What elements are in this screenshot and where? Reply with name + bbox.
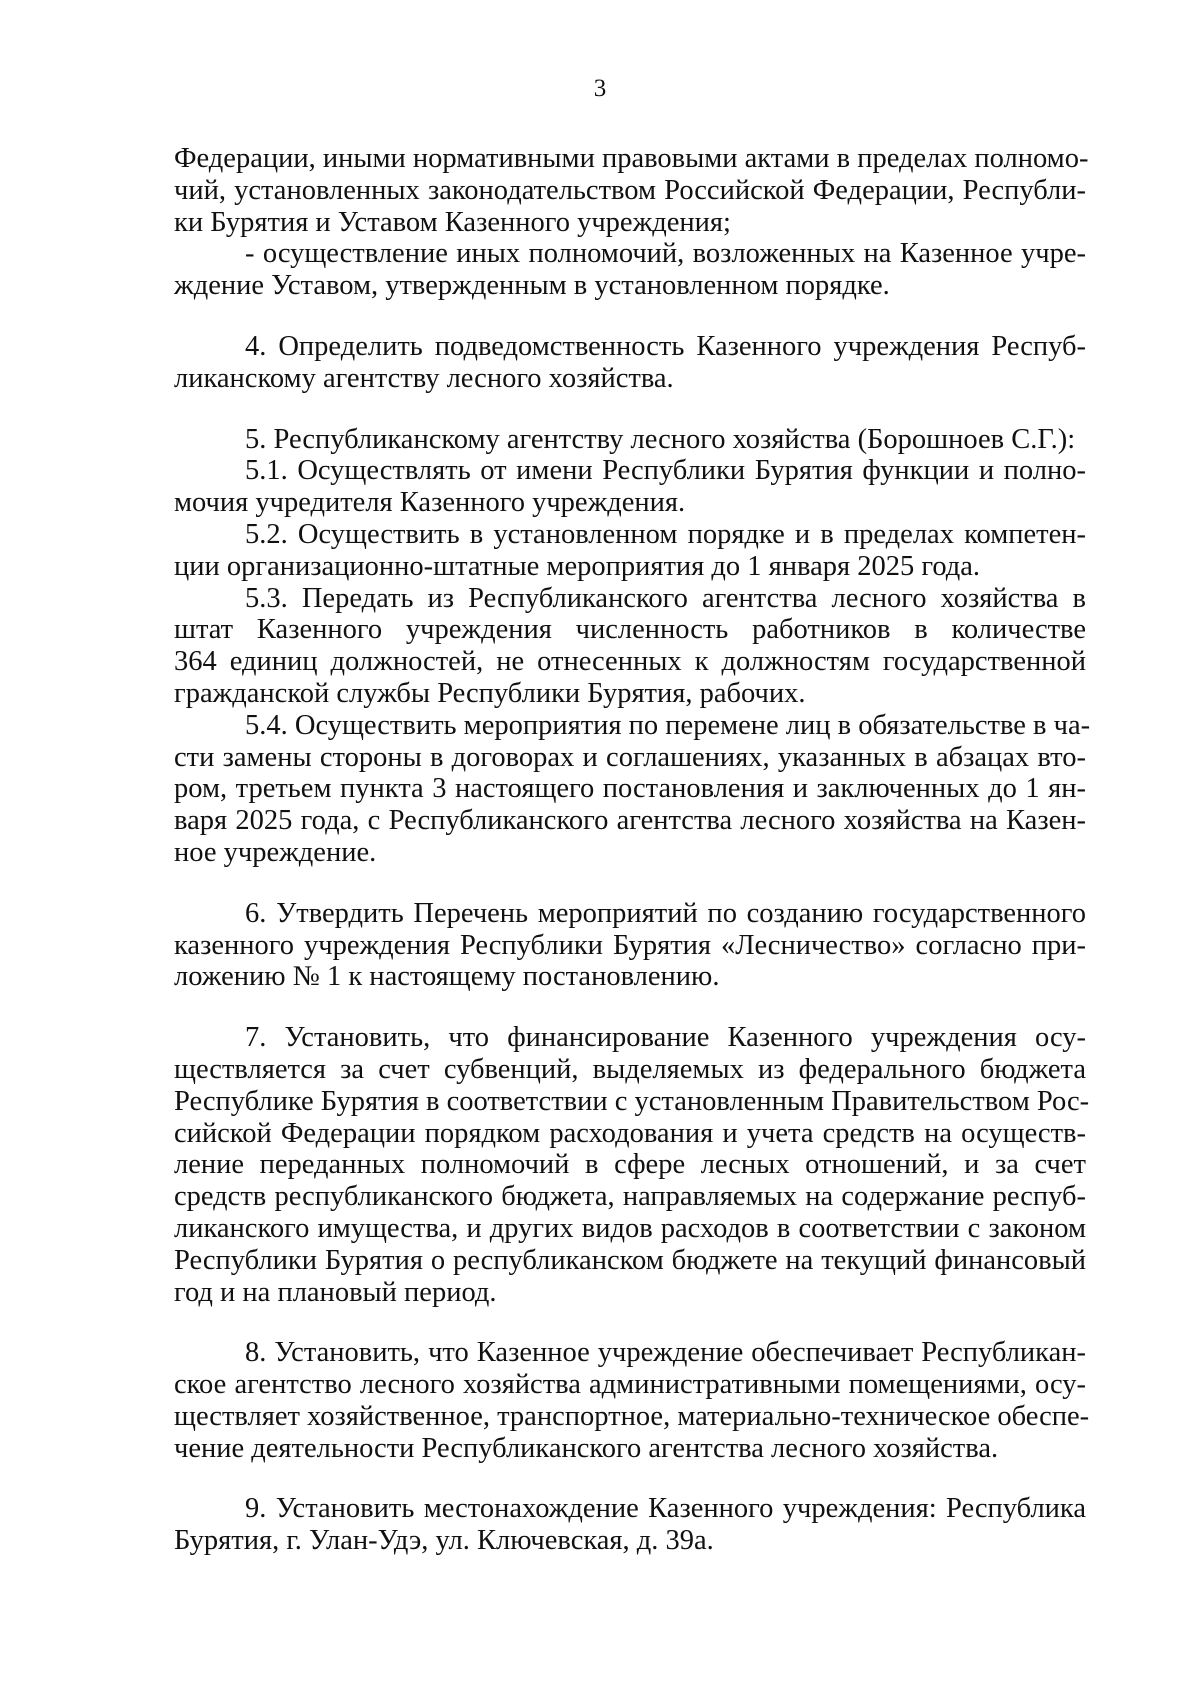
text-line: ложению № 1 к настоящему постановлению. [174,961,720,993]
paragraph [174,519,1086,583]
paragraph [174,1493,1086,1557]
text-line: 364 единиц должностей, не отнесенных к должностям государственной [174,646,1086,678]
paragraph [174,1022,1090,1308]
paragraph [174,1337,1090,1464]
text-line: Федерации, иными нормативными правовыми актами в пределах полномо- [174,143,1089,174]
paragraph [174,238,1086,302]
paragraph [174,709,1091,869]
text-line: 7. Установить, что финансирование Казенного учреждения осу- [245,1022,1086,1054]
text-line: ное учреждение. [174,836,377,868]
text-line: Республике Бурятия в соответствии с установленным Правительством Рос- [174,1085,1090,1117]
text-line: казенного учреждения Республики Бурятия «Лесничество» согласно при- [174,929,1086,961]
paragraph [174,455,1086,519]
text-line: гражданской службы Республики Бурятия, рабочих. [174,677,806,709]
text-line: Бурятия, г. Улан-Удэ, ул. Ключевская, д. 39а. [174,1525,714,1557]
text-line: 5.4. Осуществить мероприятия по перемене лиц в обязательстве в ча- [245,709,1091,741]
text-line: ление переданных полномочий в сфере лесных отношений, и за счет [174,1149,1086,1181]
text-line: сийской Федерации порядком расходования и учета средств на осуществ- [174,1117,1086,1149]
paragraph [174,424,1086,456]
text-line: 6. Утвердить Перечень мероприятий по созданию государственного [245,897,1086,929]
text-line: год и на плановый период. [174,1276,497,1308]
text-line: 5.3. Передать из Республиканского агентства лесного хозяйства в [245,582,1086,614]
text-line: 4. Определить подведомственность Казенного учреждения Респуб- [245,330,1086,362]
paragraph [174,331,1086,395]
text-line: - осуществление иных полномочий, возложенных на Казенное учре- [245,238,1086,270]
text-line: ликанскому агентству лесного хозяйства. [174,362,674,394]
text-line: ром, третьем пункта 3 настоящего постановления и заключенных до 1 ян- [174,773,1086,805]
text-line: ки Бурятия и Уставом Казенного учреждения; [174,206,731,238]
page-number: 3 [593,75,607,102]
text-line: средств республиканского бюджета, направляемых на содержание респуб- [174,1181,1086,1213]
text-line: 8. Установить, что Казенное учреждение обеспечивает Республикан- [245,1337,1086,1369]
text-line: 5.2. Осуществить в установленном порядке и в пределах компетен- [245,518,1086,550]
text-line: 5. Республиканскому агентству лесного хозяйства (Борошноев С.Г.): [245,423,1076,455]
text-line: ществляет хозяйственное, транспортное, материально-техническое обеспе- [174,1400,1090,1432]
text-line: Республики Бурятия о республиканском бюджете на текущий финансовый [174,1244,1086,1276]
text-line: чение деятельности Республиканского агентства лесного хозяйства. [174,1432,999,1464]
text-line: ликанского имущества, и других видов расходов в соответствии с законом [174,1212,1086,1244]
text-line: сти замены стороны в договорах и соглашениях, указанных в абзацах вто- [174,741,1086,773]
text-line: ции организационно-штатные мероприятия до 1 января 2025 года. [174,550,981,582]
text-line: 9. Установить местонахождение Казенного учреждения: Республика [245,1493,1086,1525]
text-line: 5.1. Осуществлять от имени Республики Бурятия функции и полно- [245,455,1086,487]
paragraph [174,898,1086,993]
text-line: ское агентство лесного хозяйства административными помещениями, осу- [174,1369,1086,1401]
text-line: варя 2025 года, с Республиканского агентства лесного хозяйства на Казен- [174,805,1086,837]
text-line: чий, установленных законодательством Российской Федерации, Республи- [174,174,1086,206]
text-line: мочия учредителя Казенного учреждения. [174,487,686,519]
paragraph [174,583,1086,710]
text-line: штат Казенного учреждения численность работников в количестве [174,614,1086,646]
text-line: ждение Уставом, утвержденным в установленном порядке. [174,270,890,302]
text-line: ществляется за счет субвенций, выделяемых из федерального бюджета [174,1053,1086,1085]
paragraph [174,143,1089,238]
document-body [174,143,1091,1557]
